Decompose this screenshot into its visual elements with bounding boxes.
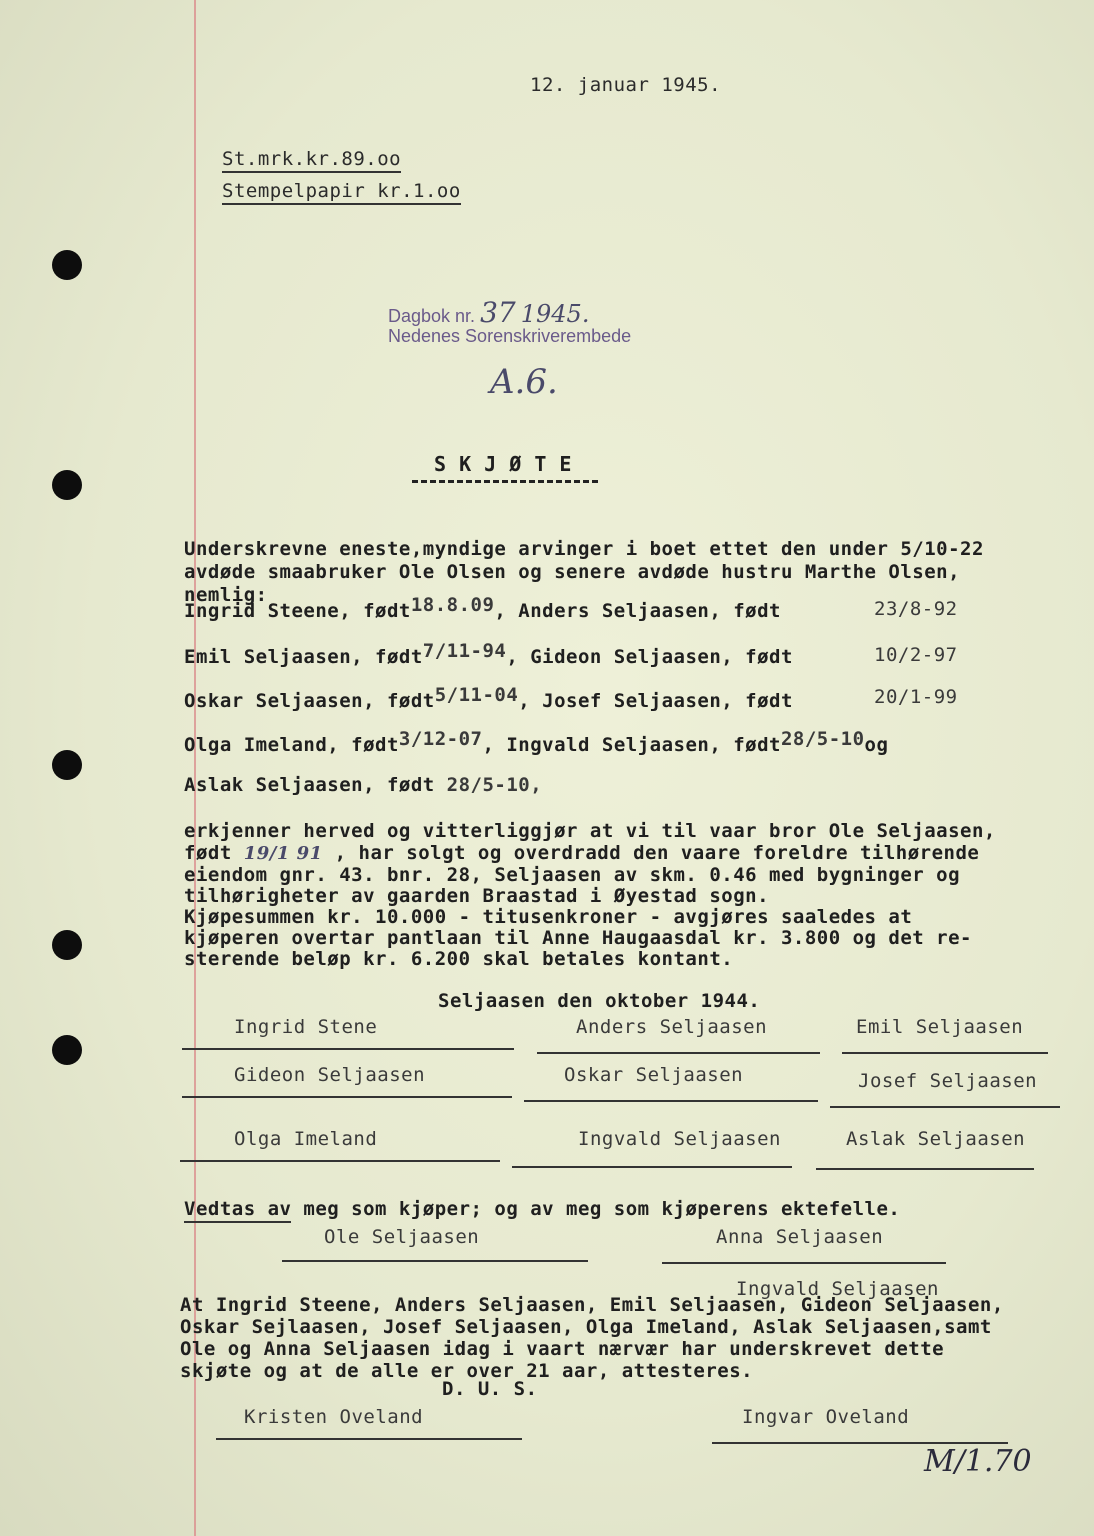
heir-date: 10/2-97 [874, 644, 958, 666]
signature-line [182, 1096, 512, 1098]
signature-line [180, 1160, 500, 1162]
attestation-line: Ole og Anna Seljaasen idag i vaart nærvær har underskrevet dette [180, 1338, 945, 1360]
body-line: født 19/1 91 , har solgt og overdradd den vaare foreldre tilhørende [184, 842, 980, 864]
stamp-number: 37 [480, 296, 516, 329]
punch-hole [52, 1035, 82, 1065]
body-line: Kjøpesummen kr. 10.000 - titusenkroner - avgjøres saaledes at [184, 906, 913, 928]
stamp-mark-value: St.mrk.kr.89.oo [222, 148, 401, 173]
spouse-signature: Anna Seljaasen [716, 1226, 884, 1248]
title-underline [412, 480, 598, 483]
stamp-year: 1945. [520, 300, 590, 328]
witness-signature: Ingvar Oveland [742, 1406, 910, 1428]
signature-name: Gideon Seljaasen [234, 1064, 426, 1086]
registry-stamp-office: Nedenes Sorenskriverembede [388, 326, 632, 346]
signature-line [842, 1052, 1048, 1054]
buyer-signature: Ole Seljaasen [324, 1226, 480, 1248]
witness-signature: Kristen Oveland [244, 1406, 424, 1428]
body-line: sterende beløp kr. 6.200 skal betales kontant. [184, 948, 734, 970]
heir-date: 23/8-92 [874, 598, 958, 620]
heir-row: Ingrid Steene, født18.8.09, Anders Seljaasen, født [184, 594, 781, 622]
signature-name: Josef Seljaasen [858, 1070, 1038, 1092]
body-line: tilhørigheter av gaarden Braastad i Øyestad sogn. [184, 885, 770, 907]
document-title: S K J Ø T E [434, 452, 572, 476]
body-line: eiendom gnr. 43. bnr. 28, Seljaasen av skm. 0.46 med bygninger og [184, 864, 961, 886]
signature-name: Oskar Seljaasen [564, 1064, 744, 1086]
intro-line: Underskrevne eneste,myndige arvinger i boet ettet den under 5/10-22 [184, 538, 984, 560]
signature-line [282, 1260, 588, 1262]
punch-hole [52, 470, 82, 500]
dus-abbreviation: D. U. S. [442, 1378, 538, 1400]
signature-name: Ingrid Stene [234, 1016, 378, 1038]
body-line: erkjenner herved og vitterliggjør at vi til vaar bror Ole Seljaasen, [184, 820, 996, 842]
intro-line: avdøde smaabruker Ole Olsen og senere avdøde hustru Marthe Olsen, [184, 561, 961, 583]
heir-row: Olga Imeland, født3/12-07, Ingvald Seljaasen, født28/5-10og [184, 728, 889, 756]
signature-line [830, 1106, 1060, 1108]
signature-name: Aslak Seljaasen [846, 1128, 1026, 1150]
signature-name: Olga Imeland [234, 1128, 378, 1150]
body-line: kjøperen overtar pantlaan til Anne Haugaasdal kr. 3.800 og det re- [184, 927, 972, 949]
handwritten-annotation: A.6. [490, 362, 558, 402]
document-date: 12. januar 1945. [530, 74, 722, 96]
heir-date: 20/1-99 [874, 686, 958, 708]
signature-line [216, 1438, 522, 1440]
punch-hole [52, 750, 82, 780]
signature-name: Emil Seljaasen [856, 1016, 1024, 1038]
signature-name: Ingvald Seljaasen [578, 1128, 781, 1150]
attestation-line: Oskar Sejlaasen, Josef Seljaasen, Olga Imeland, Aslak Seljaasen,samt [180, 1316, 992, 1338]
punch-hole [52, 930, 82, 960]
heir-row: Aslak Seljaasen, født 28/5-10, [184, 774, 543, 796]
attestation-line: At Ingrid Steene, Anders Seljaasen, Emil Seljaasen, Gideon Seljaasen, [180, 1294, 1004, 1316]
place-date: Seljaasen den oktober 1944. [438, 990, 761, 1012]
signature-line [662, 1262, 946, 1264]
signature-line [537, 1052, 820, 1054]
signature-line [524, 1100, 818, 1102]
signature-name: Anders Seljaasen [576, 1016, 768, 1038]
intro-line: nemlig: [184, 584, 268, 606]
punch-hole [52, 250, 82, 280]
acceptance-line: Vedtas av meg som kjøper; og av meg som kjøperens ektefelle. [184, 1198, 900, 1220]
signature-line [816, 1168, 1034, 1170]
attestation-line: skjøte og at de alle er over 21 aar, attesteres. [180, 1360, 754, 1382]
handwritten-birthdate: 19/1 91 [243, 843, 323, 864]
stamp-paper-value: Stempelpapir kr.1.oo [222, 180, 461, 205]
signature-line [512, 1166, 792, 1168]
registry-stamp-line1 [388, 296, 589, 329]
handwritten-initials: M/1.70 [924, 1444, 1032, 1479]
heir-row: Oskar Seljaasen, født5/11-04, Josef Seljaasen, født [184, 684, 793, 712]
heir-row: Emil Seljaasen, født7/11-94, Gideon Seljaasen, født [184, 640, 793, 668]
stamp-prefix: Dagbok nr. [388, 306, 476, 326]
inserted-name: Ingvald Seljaasen [736, 1278, 939, 1300]
signature-line [182, 1048, 514, 1050]
